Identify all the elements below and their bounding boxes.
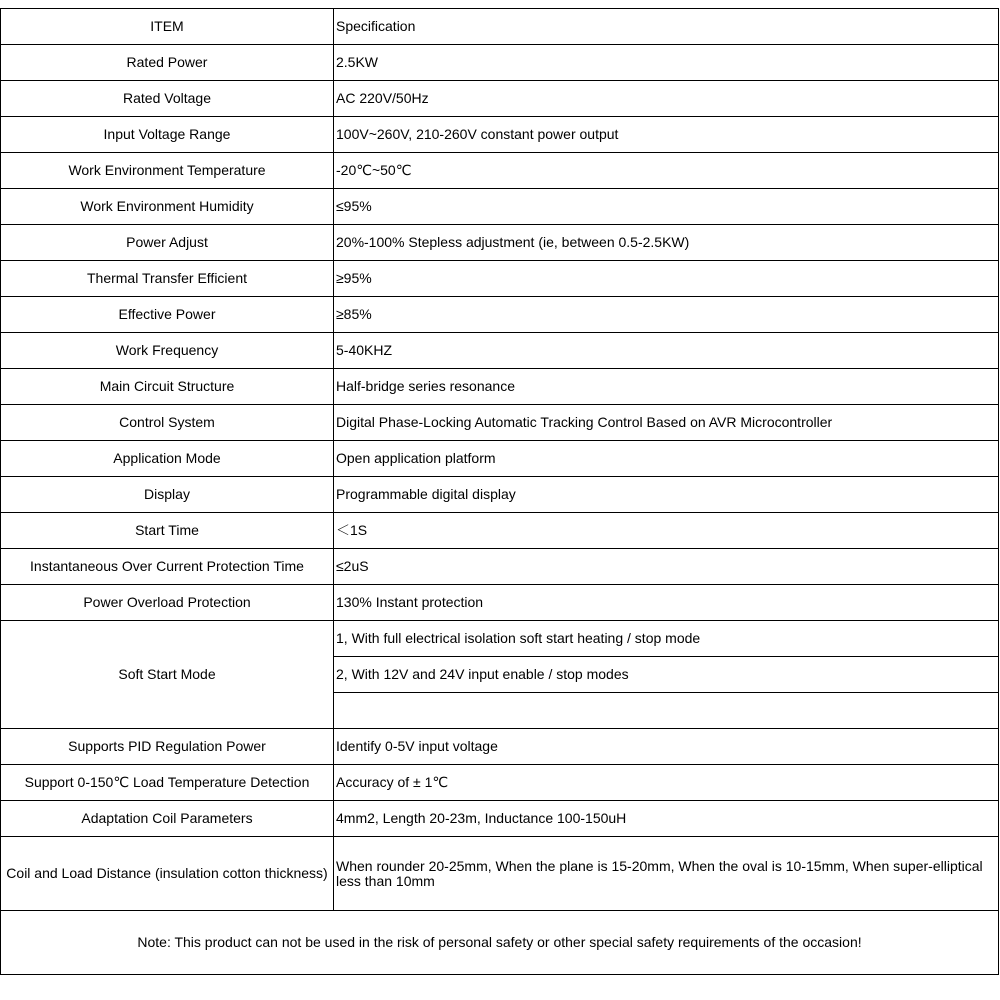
spec-cell: Accuracy of ± 1℃: [334, 765, 999, 801]
item-cell: Work Environment Temperature: [1, 153, 334, 189]
item-cell: Adaptation Coil Parameters: [1, 801, 334, 837]
item-cell: Support 0-150℃ Load Temperature Detection: [1, 765, 334, 801]
spec-cell: 20%-100% Stepless adjustment (ie, between 0.5-2.5KW): [334, 225, 999, 261]
table-row: [1, 333, 999, 369]
item-cell: Start Time: [1, 513, 334, 549]
item-cell: Coil and Load Distance (insulation cotton thickness): [1, 837, 334, 911]
spec-cell: Identify 0-5V input voltage: [334, 729, 999, 765]
spec-cell: ≤2uS: [334, 549, 999, 585]
spec-cell: When rounder 20-25mm, When the plane is 15-20mm, When the oval is 10-15mm, When super-elliptical less than 10mm: [334, 837, 999, 911]
table-row: [1, 117, 999, 153]
table-row: [1, 45, 999, 81]
spec-cell: Open application platform: [334, 441, 999, 477]
table-row: [1, 801, 999, 837]
item-cell: Rated Power: [1, 45, 334, 81]
spec-cell: 5-40KHZ: [334, 333, 999, 369]
item-cell: Effective Power: [1, 297, 334, 333]
table-row: [1, 477, 999, 513]
table-row: [1, 729, 999, 765]
spec-cell: 100V~260V, 210-260V constant power output: [334, 117, 999, 153]
soft-start-item: Soft Start Mode: [1, 657, 334, 693]
item-cell: Supports PID Regulation Power: [1, 729, 334, 765]
table-row: [1, 549, 999, 585]
soft-start-spec-2: 2, With 12V and 24V input enable / stop modes: [334, 657, 999, 693]
soft-start-spec-1: 1, With full electrical isolation soft start heating / stop mode: [334, 621, 999, 657]
item-cell: Power Adjust: [1, 225, 334, 261]
spec-cell: Half-bridge series resonance: [334, 369, 999, 405]
soft-start-row-3: [1, 693, 999, 729]
spec-table: [0, 8, 999, 975]
spec-cell: ＜1S: [334, 513, 999, 549]
spec-cell: ≥85%: [334, 297, 999, 333]
item-cell: Input Voltage Range: [1, 117, 334, 153]
table-row: [1, 189, 999, 225]
item-cell: Instantaneous Over Current Protection Time: [1, 549, 334, 585]
item-cell: Control System: [1, 405, 334, 441]
spec-cell: 130% Instant protection: [334, 585, 999, 621]
table-row: [1, 261, 999, 297]
table-row: [1, 225, 999, 261]
item-cell: Rated Voltage: [1, 81, 334, 117]
soft-start-spec-blank: [334, 693, 999, 729]
note-row: [1, 911, 999, 975]
spec-cell: ≤95%: [334, 189, 999, 225]
table-row: [1, 837, 999, 911]
spec-cell: -20℃~50℃: [334, 153, 999, 189]
item-cell: Thermal Transfer Efficient: [1, 261, 334, 297]
table-row: [1, 369, 999, 405]
safety-note: Note: This product can not be used in the risk of personal safety or other special safety requirements of the occasion!: [1, 911, 999, 975]
item-cell: Power Overload Protection: [1, 585, 334, 621]
soft-start-row-1: [1, 621, 999, 657]
item-cell: Work Frequency: [1, 333, 334, 369]
table-header-row: [1, 9, 999, 45]
item-cell: Display: [1, 477, 334, 513]
table-row: [1, 513, 999, 549]
soft-start-row-2: [1, 657, 999, 693]
spec-cell: 4mm2, Length 20-23m, Inductance 100-150uH: [334, 801, 999, 837]
header-spec: Specification: [334, 9, 999, 45]
table-row: [1, 765, 999, 801]
table-row: [1, 81, 999, 117]
header-item: ITEM: [1, 9, 334, 45]
spec-cell: Digital Phase-Locking Automatic Tracking Control Based on AVR Microcontroller: [334, 405, 999, 441]
item-cell: Application Mode: [1, 441, 334, 477]
soft-start-item-blank: [1, 621, 334, 657]
table-row: [1, 585, 999, 621]
item-cell: Main Circuit Structure: [1, 369, 334, 405]
table-row: [1, 153, 999, 189]
table-row: [1, 297, 999, 333]
table-row: [1, 441, 999, 477]
spec-cell: Programmable digital display: [334, 477, 999, 513]
table-row: [1, 405, 999, 441]
soft-start-item-blank: [1, 693, 334, 729]
item-cell: Work Environment Humidity: [1, 189, 334, 225]
spec-cell: ≥95%: [334, 261, 999, 297]
spec-cell: 2.5KW: [334, 45, 999, 81]
spec-cell: AC 220V/50Hz: [334, 81, 999, 117]
